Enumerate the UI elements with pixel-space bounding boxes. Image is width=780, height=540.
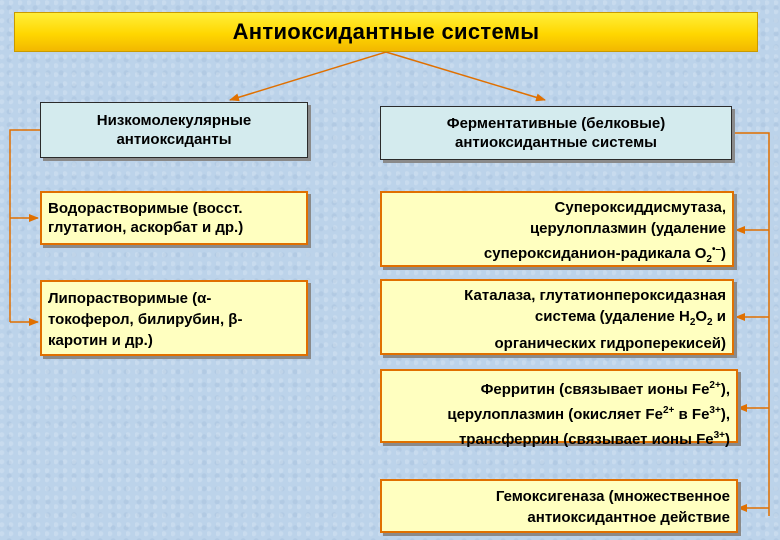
arrow-title-to-left-header [230, 52, 386, 100]
catalase-line-2-text: система (удаление H [534, 308, 690, 325]
ferritin-sup-4: 3+ [713, 430, 725, 441]
ferritin-line-2-mid: в Fe [674, 406, 710, 423]
sod-line-1: Супероксиддисмутаза, [554, 199, 726, 216]
ferritin-sup-2: 2+ [662, 405, 675, 416]
ferritin-line-1 [388, 375, 730, 400]
lipid-soluble-box [40, 280, 308, 356]
left-header-line-2: антиоксиданты [116, 131, 232, 148]
ferritin-line-3 [388, 425, 730, 450]
sod-superscript: •– [711, 244, 721, 255]
ferritin-sup-1: 2+ [709, 380, 721, 391]
sod-line-3 [388, 239, 726, 270]
right-header-box [380, 106, 732, 160]
page-title: Антиоксидантные системы [14, 12, 758, 52]
water-soluble-line-2: глутатион, аскорбат и др.) [48, 219, 244, 236]
lipid-soluble-line-3: каротин и др.) [48, 332, 153, 349]
water-soluble-line-1: Водорастворимые (восст. [48, 200, 243, 217]
catalase-line-1: Каталаза, глутатионпероксидазная [464, 287, 726, 304]
sod-line-3-end: ) [721, 245, 726, 262]
heme-oxygenase-box [380, 479, 738, 533]
catalase-line-3: органических гидроперекисей) [494, 335, 726, 352]
catalase-line-2 [388, 306, 726, 333]
ferritin-line-1-end: ), [720, 381, 730, 398]
ferritin-line-3-text: трансферрин (связывает ионы Fe [458, 431, 714, 448]
ferritin-line-2 [388, 400, 730, 425]
arrow-title-to-right-header [386, 52, 545, 100]
sod-box [380, 191, 734, 267]
lipid-soluble-line-2: токоферол, билирубин, β- [48, 311, 243, 328]
ferritin-box [380, 369, 738, 448]
heme-line-2: антиоксидантное действие [527, 509, 730, 526]
ferritin-line-2-end: ), [720, 406, 730, 423]
heme-line-1: Гемоксигеназа (множественное [495, 488, 730, 505]
catalase-line-2-mid: O [695, 308, 708, 325]
catalase-box [380, 279, 734, 355]
catalase-sub-1: 2 [689, 317, 696, 328]
right-header-line-2: антиоксидантные системы [455, 134, 657, 151]
lipid-soluble-line-1: Липорастворимые (α- [48, 290, 212, 307]
ferritin-line-1-text: Ферритин (связывает ионы Fe [480, 381, 710, 398]
ferritin-line-2-text: церулоплазмин (окисляет Fe [447, 406, 663, 423]
catalase-sub-2: 2 [707, 317, 713, 328]
ferritin-sup-3: 3+ [709, 405, 721, 416]
right-bracket-line [732, 133, 769, 516]
left-bracket-line [10, 130, 40, 322]
ferritin-line-3-end: ) [725, 431, 730, 448]
water-soluble-box [40, 191, 308, 245]
right-header-line-1: Ферментативные (белковые) [446, 115, 666, 132]
left-header-box [40, 102, 308, 158]
sod-line-3-text: супероксиданион-радикала O [483, 245, 707, 262]
catalase-line-2-end: и [712, 308, 726, 325]
left-header-line-1: Низкомолекулярные [96, 112, 252, 129]
sod-subscript: 2 [706, 254, 712, 265]
sod-line-2: церулоплазмин (удаление [529, 220, 726, 237]
